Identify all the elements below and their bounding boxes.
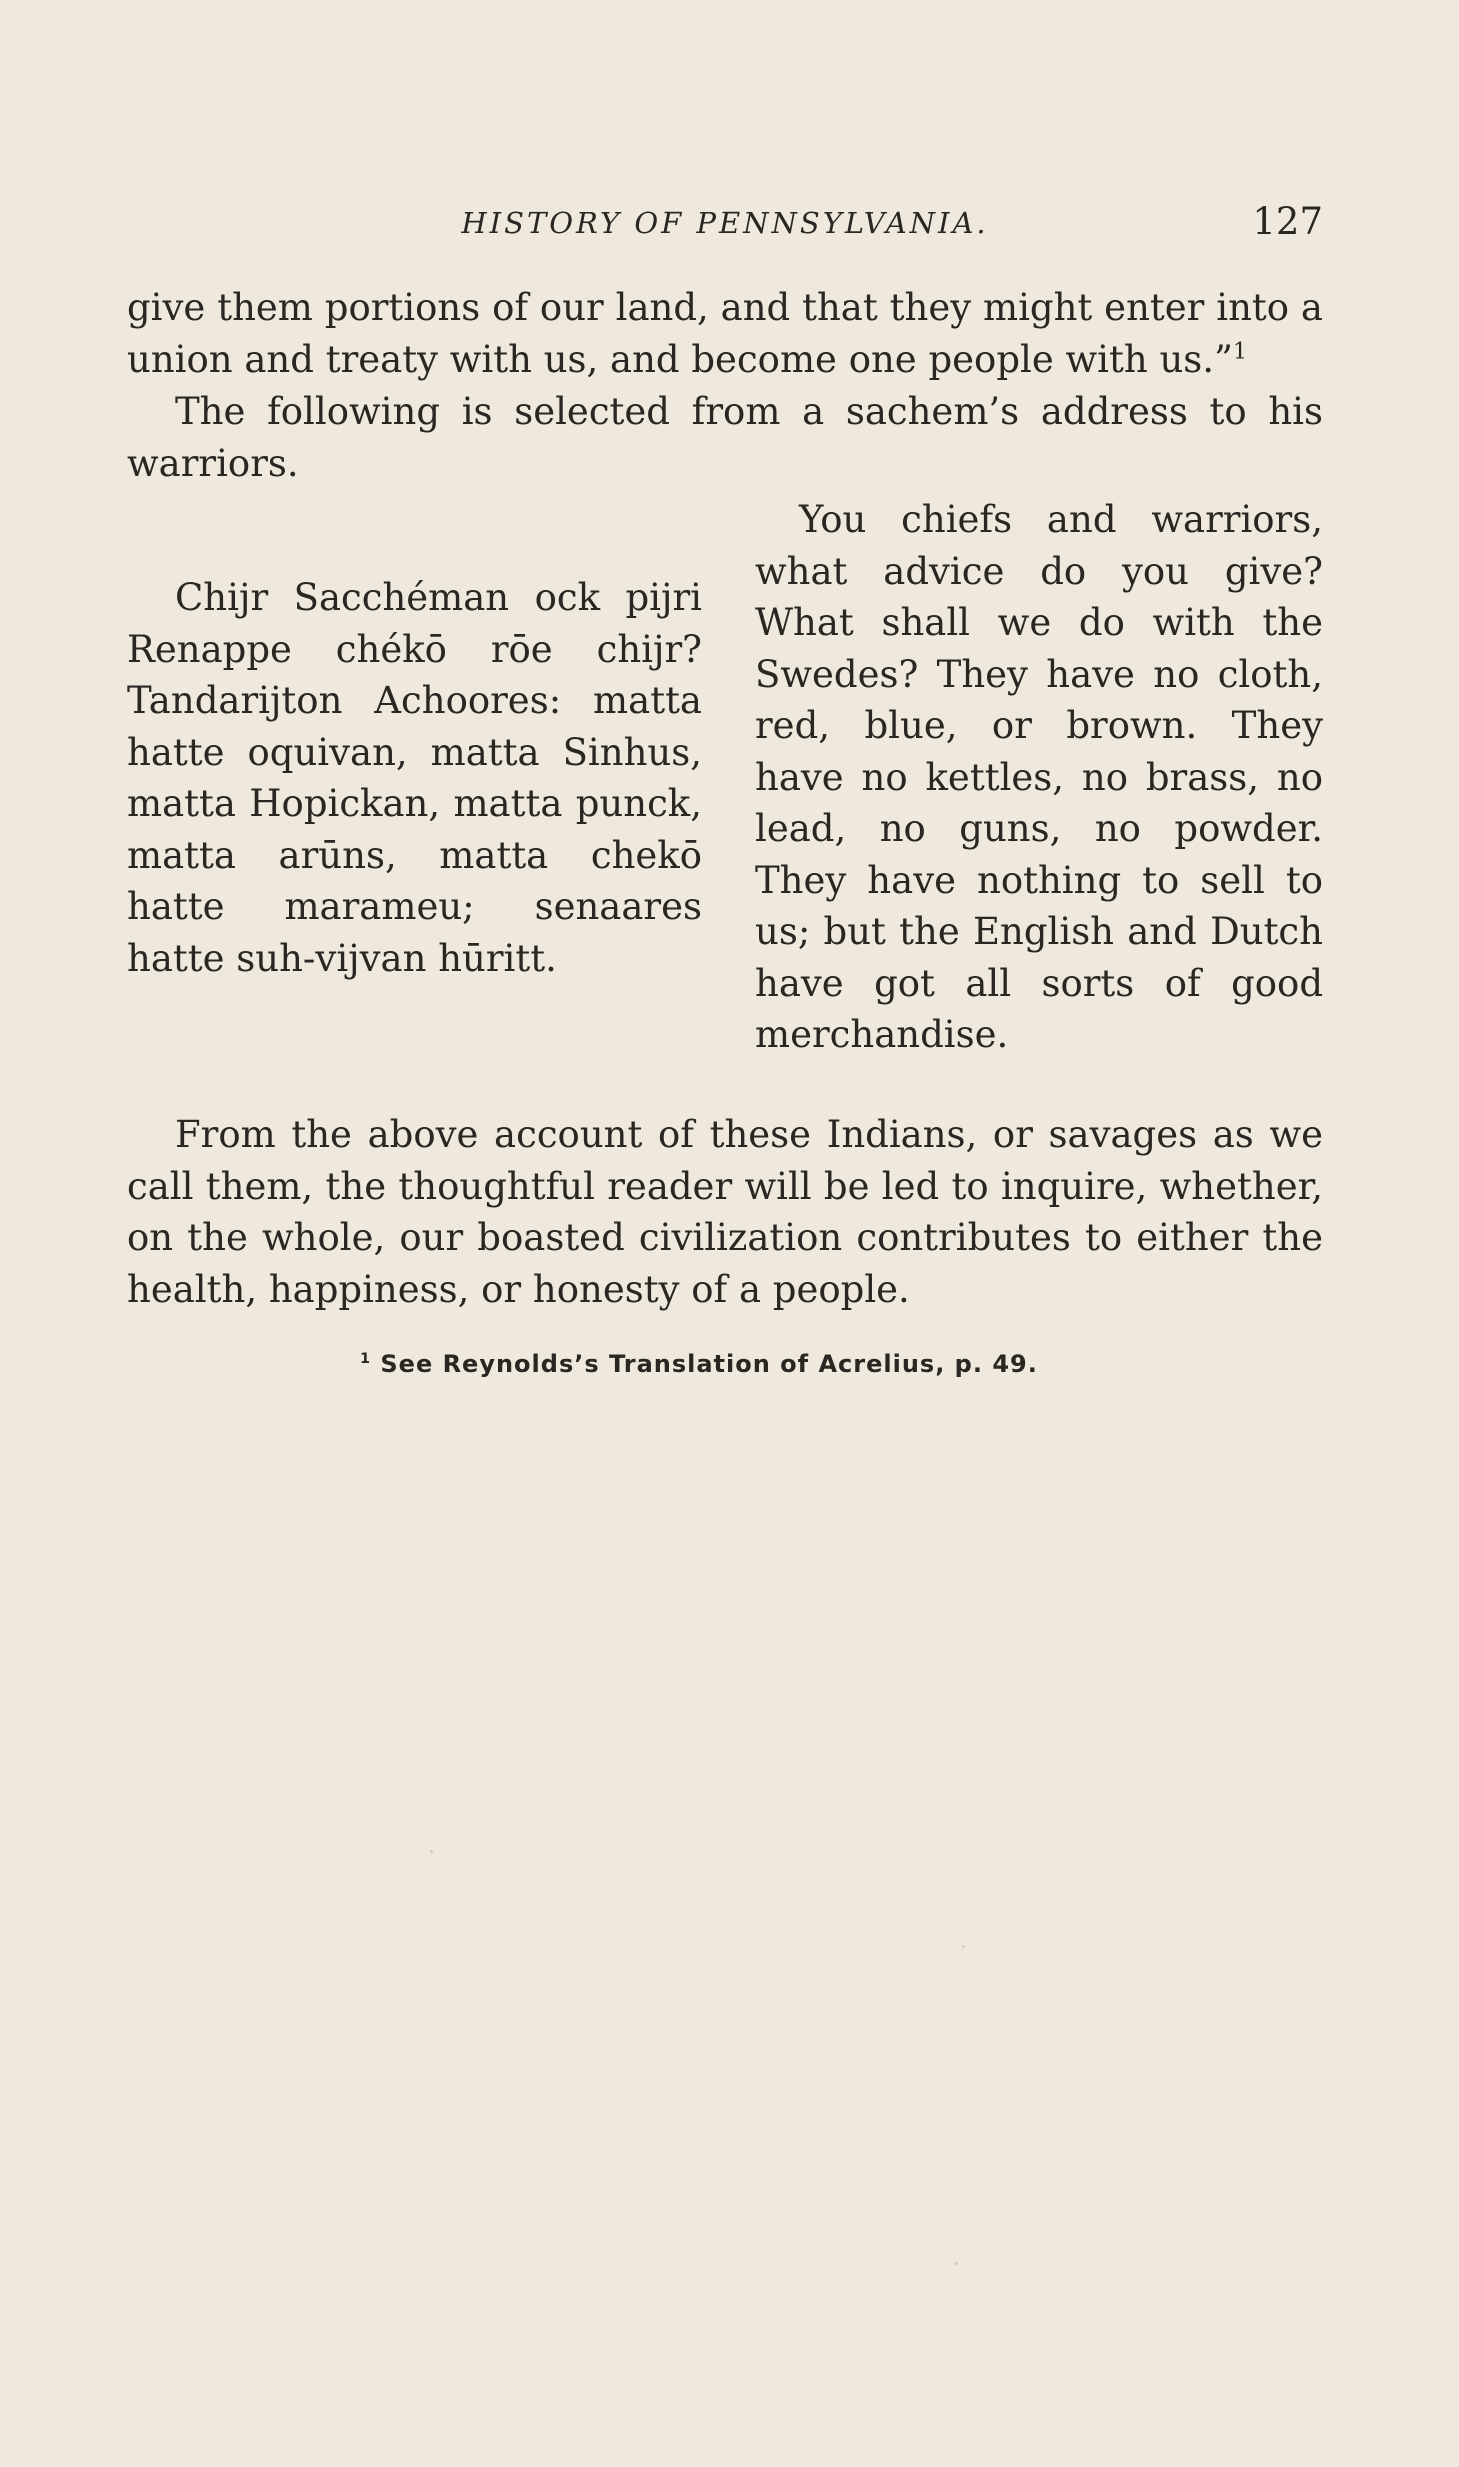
- running-title: HISTORY OF PENNSYLVANIA.: [461, 206, 989, 240]
- native-text: Chijr Sacchéman ock pijri Renappe chékō rōe chijr? Tandarijton Achoores: matta hatte oquivan, matta Sinhus, matta Hopickan, matta punck, matta arūns, matta chekō hatte marameu; senaares hatte suh-vijvan hūritt.: [127, 576, 702, 980]
- page-number: 127: [1252, 200, 1323, 243]
- native-language-column: [127, 572, 702, 984]
- paragraph-2-text: The following is selected from a sachem’s address to his warriors.: [127, 390, 1323, 485]
- translation-column: [755, 494, 1323, 1061]
- paper-speck: [962, 1945, 965, 1948]
- footnote-text: See Reynolds’s Translation of Acrelius, p. 49.: [380, 1350, 1038, 1378]
- paper-speck: [955, 2262, 958, 2265]
- footnote: [360, 1350, 1260, 1378]
- paper-speck: [430, 1850, 433, 1853]
- footnote-reference: 1: [1232, 338, 1248, 365]
- footnote-mark: 1: [360, 1351, 372, 1367]
- translation-text: You chiefs and warriors, what advice do you give? What shall we do with the Swedes? They have no cloth, red, blue, or brown. They have no kettles, no brass, no lead, no guns, no powder. They have nothing to sell to us; but the English and Dutch have got all sorts of good merchandise.: [755, 498, 1323, 1056]
- body-paragraph-3: [127, 1109, 1323, 1315]
- body-paragraph-2: [127, 386, 1323, 489]
- page-header: [127, 196, 1323, 256]
- paragraph-3-text: From the above account of these Indians, or savages as we call them, the thoughtful reader will be led to inquire, whether, on the whole, our boasted civilization contributes to either the health, happiness, or honesty of a people.: [127, 1113, 1323, 1311]
- body-paragraph-1: [127, 282, 1323, 385]
- paragraph-1-text: give them portions of our land, and that they might enter into a union and treaty with us, and become one people with us.”: [127, 286, 1323, 381]
